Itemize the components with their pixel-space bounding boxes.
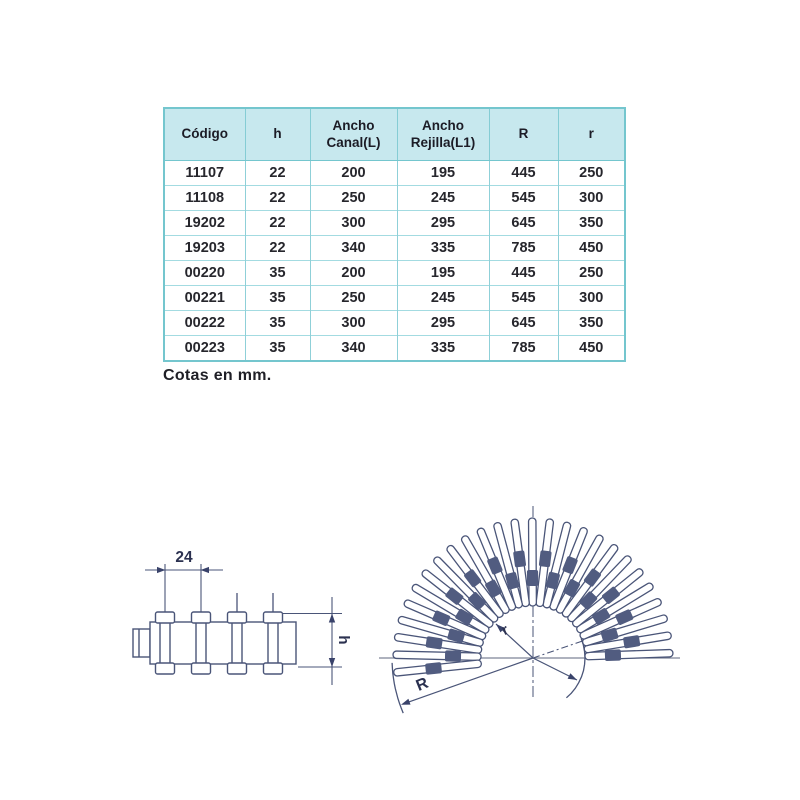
value-cell: 450 <box>558 336 625 362</box>
value-cell: 340 <box>310 236 397 261</box>
code-cell: 19203 <box>164 236 245 261</box>
value-cell: 645 <box>489 311 558 336</box>
value-cell: 300 <box>310 311 397 336</box>
table-row <box>164 286 625 311</box>
table-row <box>164 261 625 286</box>
value-cell: 22 <box>245 186 310 211</box>
table-row <box>164 211 625 236</box>
value-cell: 295 <box>397 311 489 336</box>
value-cell: 335 <box>397 336 489 362</box>
header-row <box>164 108 625 161</box>
value-cell: 445 <box>489 261 558 286</box>
value-cell: 35 <box>245 311 310 336</box>
value-cell: 250 <box>558 161 625 186</box>
side-view-diagram <box>118 528 368 713</box>
column-header-3: Ancho Rejilla(L1) <box>397 108 489 161</box>
pitch-dim-label: 24 <box>175 549 193 566</box>
value-cell: 785 <box>489 236 558 261</box>
value-cell: 195 <box>397 161 489 186</box>
code-cell: 00220 <box>164 261 245 286</box>
table-row <box>164 236 625 261</box>
column-header-2: Ancho Canal(L) <box>310 108 397 161</box>
column-header-4: R <box>489 108 558 161</box>
height-dim-label: h <box>335 635 352 645</box>
table-row <box>164 311 625 336</box>
value-cell: 300 <box>310 211 397 236</box>
value-cell: 245 <box>397 286 489 311</box>
radial-view-diagram <box>372 496 688 728</box>
outer-radius-label: R <box>413 674 431 695</box>
value-cell: 445 <box>489 161 558 186</box>
column-header-5: r <box>558 108 625 161</box>
code-cell: 00222 <box>164 311 245 336</box>
value-cell: 545 <box>489 186 558 211</box>
value-cell: 35 <box>245 286 310 311</box>
value-cell: 300 <box>558 286 625 311</box>
value-cell: 785 <box>489 336 558 362</box>
value-cell: 22 <box>245 161 310 186</box>
table-row <box>164 186 625 211</box>
table-row <box>164 336 625 362</box>
value-cell: 250 <box>310 186 397 211</box>
value-cell: 295 <box>397 211 489 236</box>
value-cell: 22 <box>245 211 310 236</box>
value-cell: 35 <box>245 336 310 362</box>
value-cell: 22 <box>245 236 310 261</box>
value-cell: 300 <box>558 186 625 211</box>
column-header-1: h <box>245 108 310 161</box>
value-cell: 335 <box>397 236 489 261</box>
value-cell: 200 <box>310 261 397 286</box>
value-cell: 340 <box>310 336 397 362</box>
value-cell: 645 <box>489 211 558 236</box>
units-note: Cotas en mm. <box>163 367 272 384</box>
column-header-0: Código <box>164 108 245 161</box>
specs-table <box>163 107 626 362</box>
specs-table-container <box>163 107 626 362</box>
value-cell: 250 <box>310 286 397 311</box>
value-cell: 200 <box>310 161 397 186</box>
code-cell: 11108 <box>164 186 245 211</box>
code-cell: 11107 <box>164 161 245 186</box>
value-cell: 250 <box>558 261 625 286</box>
table-row <box>164 161 625 186</box>
value-cell: 35 <box>245 261 310 286</box>
code-cell: 00223 <box>164 336 245 362</box>
value-cell: 195 <box>397 261 489 286</box>
code-cell: 19202 <box>164 211 245 236</box>
code-cell: 00221 <box>164 286 245 311</box>
value-cell: 245 <box>397 186 489 211</box>
value-cell: 545 <box>489 286 558 311</box>
value-cell: 450 <box>558 236 625 261</box>
value-cell: 350 <box>558 211 625 236</box>
end-tab-shape <box>133 629 150 657</box>
inner-radius-label: r <box>499 621 512 639</box>
value-cell: 350 <box>558 311 625 336</box>
